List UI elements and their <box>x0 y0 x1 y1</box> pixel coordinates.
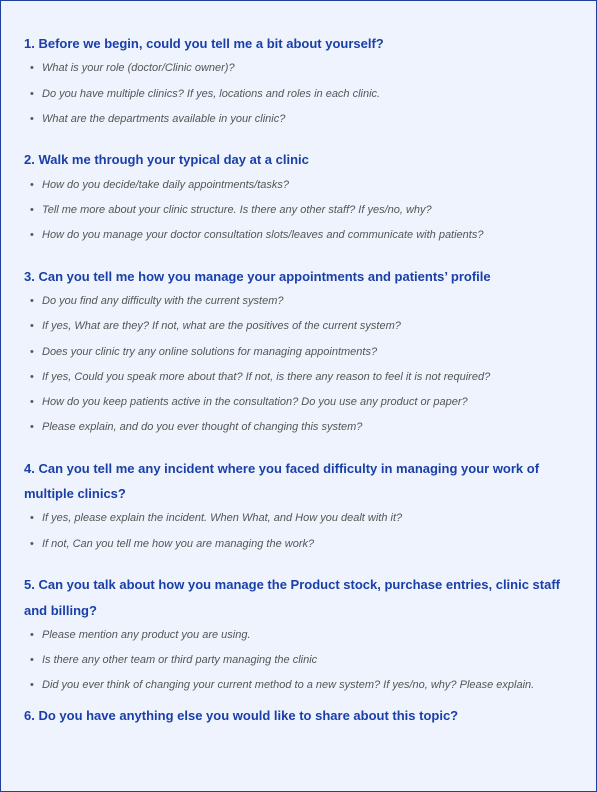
sub-question-text: Tell me more about your clinic structure. Is there any other staff? If yes/no, why? <box>42 203 432 216</box>
bullet-icon: • <box>30 295 34 308</box>
section-spacer <box>24 557 574 573</box>
sub-question-item <box>24 532 574 557</box>
question-section-2 <box>24 147 574 248</box>
bullet-icon: • <box>30 370 34 383</box>
sub-question-text: How do you manage your doctor consultation slots/leaves and communicate with patients? <box>42 229 484 242</box>
sub-question-text: Did you ever think of changing your current method to a new system? If yes/no, why? Please explain. <box>42 679 535 692</box>
sub-question-item <box>24 107 574 132</box>
bullet-icon: • <box>30 537 34 550</box>
sub-question-text: What is your role (doctor/Clinic owner)? <box>42 62 235 75</box>
sub-question-item <box>24 173 574 198</box>
sub-question-item <box>24 82 574 107</box>
bullet-icon: • <box>30 654 34 667</box>
question-section-3 <box>24 264 574 441</box>
bullet-icon: • <box>30 345 34 358</box>
sub-question-text: If yes, please explain the incident. When What, and How you dealt with it? <box>42 512 403 525</box>
question-heading: 4. Can you tell me any incident where you faced difficulty in managing your work of multiple clinics? <box>24 460 540 502</box>
sub-question-text: Please explain, and do you ever thought of changing this system? <box>42 421 363 434</box>
section-spacer <box>24 440 574 456</box>
sub-question-item <box>24 673 574 698</box>
sub-question-text: Please mention any product you are using. <box>42 628 251 641</box>
question-heading: 2. Walk me through your typical day at a clinic <box>24 152 309 168</box>
sub-question-list <box>24 56 574 132</box>
sub-question-item <box>24 340 574 365</box>
bullet-icon: • <box>30 62 34 75</box>
question-heading: 6. Do you have anything else you would like to share about this topic? <box>24 707 459 723</box>
bullet-icon: • <box>30 203 34 216</box>
bullet-icon: • <box>30 512 34 525</box>
sub-question-text: If yes, Could you speak more about that? If not, is there any reason to feel it is not required? <box>42 370 491 383</box>
sub-question-text: Do you find any difficulty with the current system? <box>42 295 284 308</box>
bullet-icon: • <box>30 320 34 333</box>
bullet-icon: • <box>30 679 34 692</box>
section-spacer <box>24 132 574 148</box>
question-section-4 <box>24 456 574 557</box>
sub-question-text: If yes, What are they? If not, what are the positives of the current system? <box>42 320 401 333</box>
sub-question-item <box>24 648 574 673</box>
sub-question-text: Do you have multiple clinics? If yes, locations and roles in each clinic. <box>42 87 381 100</box>
sub-question-list <box>24 623 574 699</box>
sub-question-list <box>24 506 574 556</box>
sub-question-item <box>24 415 574 440</box>
bullet-icon: • <box>30 628 34 641</box>
question-section-5 <box>24 572 574 698</box>
bullet-icon: • <box>30 421 34 434</box>
question-heading: 1. Before we begin, could you tell me a bit about yourself? <box>24 36 384 51</box>
sub-question-text: If not, Can you tell me how you are managing the work? <box>42 537 315 550</box>
bullet-icon: • <box>30 395 34 408</box>
sub-question-item <box>24 365 574 390</box>
sub-question-item <box>24 56 574 81</box>
question-section-6 <box>24 703 574 728</box>
sub-question-item <box>24 506 574 531</box>
sub-question-item <box>24 198 574 223</box>
sub-question-list <box>24 173 574 249</box>
sub-question-text: Does your clinic try any online solutions for managing appointments? <box>42 345 378 358</box>
section-spacer <box>24 248 574 264</box>
bullet-icon: • <box>30 87 34 100</box>
sub-question-text: Is there any other team or third party managing the clinic <box>42 654 318 667</box>
sub-question-list <box>24 289 574 440</box>
sub-question-item <box>24 314 574 339</box>
bullet-icon: • <box>30 112 34 125</box>
sub-question-text: How do you keep patients active in the consultation? Do you use any product or paper? <box>42 395 468 408</box>
sub-question-item <box>24 623 574 648</box>
question-section-1 <box>24 31 574 132</box>
sub-question-item <box>24 223 574 248</box>
sub-question-item <box>24 289 574 314</box>
sub-question-text: What are the departments available in your clinic? <box>42 112 286 125</box>
sub-question-text: How do you decide/take daily appointments/tasks? <box>42 178 290 191</box>
bullet-icon: • <box>30 178 34 191</box>
sub-question-item <box>24 390 574 415</box>
question-heading: 5. Can you talk about how you manage the Product stock, purchase entries, clinic staff and billing? <box>24 577 561 618</box>
question-heading: 3. Can you tell me how you manage your appointments and patients’ profile <box>24 268 491 284</box>
interview-questions <box>24 31 574 728</box>
bullet-icon: • <box>30 229 34 242</box>
